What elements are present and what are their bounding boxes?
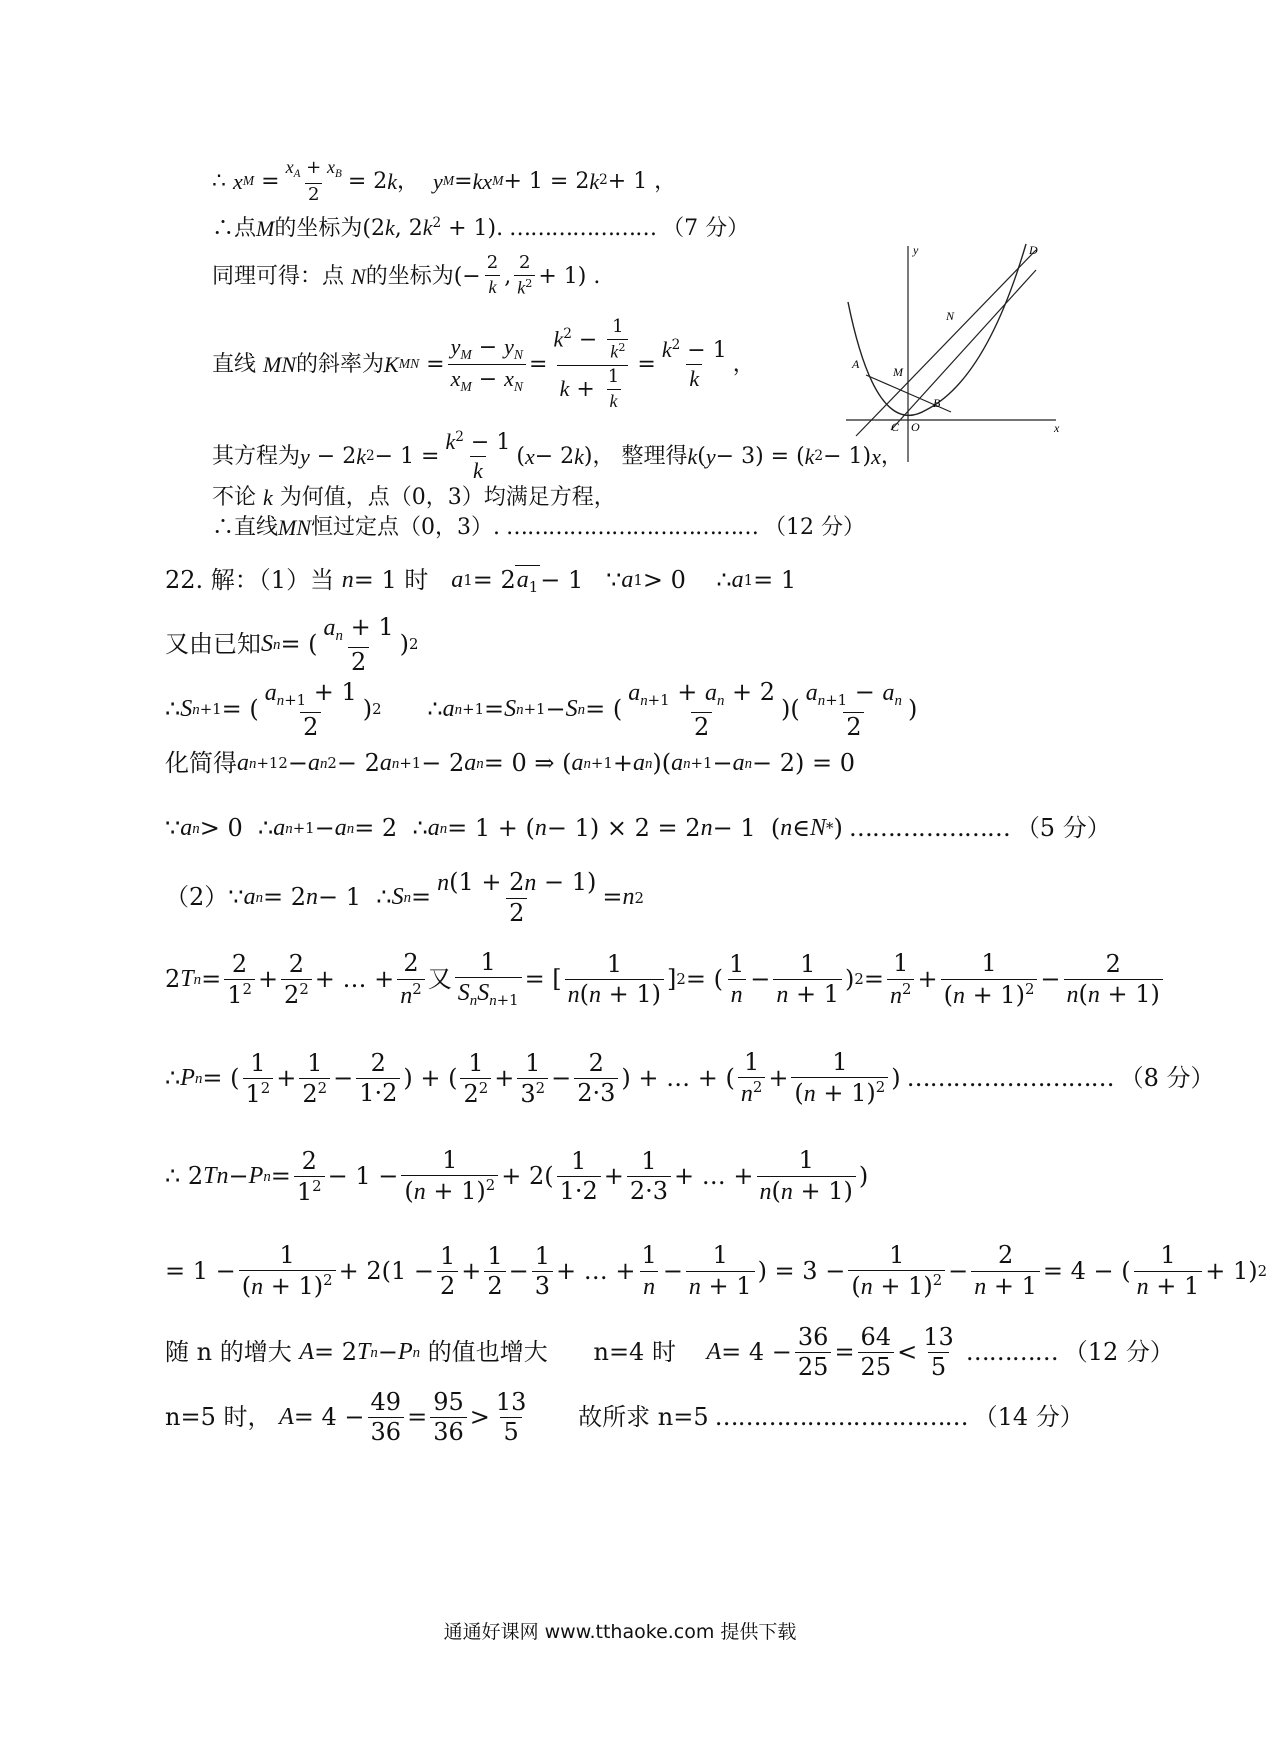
- score-12b: （12 分）: [1063, 1337, 1174, 1366]
- parabola-curve: [848, 244, 1026, 415]
- label-n: N: [946, 309, 955, 323]
- p22-part1-start: 22. 解：（1）当 n = 1 时 a 1 = 2 $a_1$ − 1 ∵ a 1 > 0 ∴ a 1 = 1: [165, 565, 797, 597]
- score-7: （7 分）: [662, 215, 750, 241]
- p22-n5: n=5 时， A = 4 − $\frac{49}{36}$ = $\frac{95}{36}$ > $\frac{13}{5}$ 故所求 n=5 …………………………… （14 分）: [165, 1388, 1084, 1447]
- p22-sn-given: 又由已知 S n = ( $\frac{a_n + 1}{2}$ ) 2: [165, 613, 419, 676]
- line-ad: [856, 250, 1036, 436]
- score-14: （14 分）: [973, 1402, 1084, 1431]
- p22-telescoping: = 1 − $\frac{1}{(n + 1)^2}$ + 2(1 − $\frac{1}{2}$ + $\frac{1}{2}$ − $\frac{1}{3}$ + … + $\frac{1}{n}$ − $\frac{1}{n + 1}$ ) = 3 − $\frac{1}{(n + 1)^2}$ − $\frac{2}{n + 1}$ = 4 − ( $\frac{1}{n + 1}$ + 1) 2: [165, 1241, 1267, 1301]
- fixed-point-conclusion: ∴直线 MN 恒过定点（0，3）. ……………………………… （12 分）: [212, 515, 866, 540]
- point-n-coordinate: 同理可得：点 N 的坐标为 (− $\frac{2}{k}$ , $\frac{2}{k^2}$ + 1) .: [212, 252, 601, 298]
- label-d: D: [1029, 243, 1038, 257]
- p22-simplify: 化简得 a n+1 2 − a n 2 − 2 a n+1 − 2 a n = 0 ⇒ ( a n+1 + a n )( a n+1 − a n − 2) = 0: [165, 749, 856, 777]
- p22-n4: 随 n 的增大 A = 2 T n − P n 的值也增大 n=4 时 A = 4 − $\frac{36}{25}$ = $\frac{64}{25}$ < $\frac{13}{5}$ ………… （12 分）: [165, 1323, 1174, 1382]
- score-5: （5 分）: [1015, 814, 1111, 842]
- p22-difference: ∴ 2 Tn − P n = $\frac{2}{1^2}$ − 1 − $\frac{1}{(n + 1)^2}$ + 2( $\frac{1}{1\cdot 2}$ + $\frac{1}{2\cdot 3}$ + … + $\frac{1}{n(n + 1)}$ ): [165, 1146, 869, 1206]
- p22-an-formula: ∵ a n > 0 ∴ a n+1 − a n = 2 ∴ a n = 1 + ( n − 1) × 2 = 2 n − 1 ( n ∈ N * ) ………………… （5 分）: [165, 814, 1111, 842]
- line-equation: 其方程为 y − 2 k 2 − 1 = $\frac{k^2 - 1}{k}$ ( x − 2 k ) ， 整理得 k ( y − 3) = ( k 2 − 1) x ，: [212, 429, 903, 484]
- line-cd: [891, 270, 1036, 430]
- p22-tn-expansion: 2 T n = $\frac{2}{1^2}$ + $\frac{2}{2^2}$ + … + $\frac{2}{n^2}$ 又 $\frac{1}{S_nS_{n+1}}$ = [ $\frac{1}{n(n + 1)}$ ] 2 = ( $\frac{1}{n}$ − $\frac{1}{n + 1}$ ) 2 = $\frac{1}{n^2}$ + $\frac{1}{(n + 1)^2}$ − $\frac{2}{n(n + 1)}$: [165, 950, 1166, 1010]
- score-8: （8 分）: [1119, 1063, 1215, 1092]
- p22-part2-sn: （2） ∵ a n = 2 n − 1 ∴ S n = $\frac{n(1 + 2n - 1)}{2}$ = n 2: [165, 868, 644, 928]
- label-m: M: [893, 365, 903, 379]
- p22-pn: ∴ P n = ( $\frac{1}{1^2}$ + $\frac{1}{2^2}$ − $\frac{2}{1\cdot 2}$ ) + ( $\frac{1}{2^2}$ + $\frac{1}{3^2}$ − $\frac{2}{2\cdot 3}$ ) + … + ( $\frac{1}{n^2}$ + $\frac{1}{(n + 1)^2}$ ) ……………………… （8 分）: [165, 1048, 1215, 1108]
- p22-sn1: ∴ S n+1 = ( $\frac{a_{n+1} + 1}{2}$ ) 2 ∴ a n+1 = S n+1 − S n = ( $\frac{a_{n+1} + a_n + 2}{2}$ )( $\frac{a_{n+1} - a_n}{2}$ ): [165, 678, 918, 741]
- any-k-statement: 不论 k 为何值，点（0，3）均满足方程，: [212, 485, 616, 510]
- page-footer: 通通好课网 www.tthaoke.com 提供下载: [443, 1621, 797, 1643]
- label-a: A: [852, 357, 860, 371]
- leader-dots: …………………: [509, 215, 657, 241]
- point-m-coordinate: ∴点 M 的坐标为 (2k, $2k^2 + 1$) . ………………… （7 分）: [212, 214, 750, 241]
- label-b: B: [933, 396, 941, 410]
- midpoint-equation: ∴ x M = $\frac{x_A + x_B}{2}$ = 2 k ， y M = kx M + 1 = 2 k 2 + 1 ，: [212, 157, 677, 205]
- label-c: C: [891, 420, 900, 434]
- parabola-figure: [836, 240, 1070, 470]
- label-x: x: [1054, 421, 1060, 435]
- slope-mn: 直线 MN 的斜率为 K MN = $\frac{y_M - y_N}{x_M - x_N}$ = $k^2$ − $\frac{1}{k^2}$ k + $\frac{1}{k}$ = $\frac{k^2 - 1}{k}$ ，: [212, 316, 755, 411]
- score-12: （12 分）: [764, 515, 866, 540]
- label-o: O: [911, 420, 920, 434]
- label-y: y: [913, 243, 919, 257]
